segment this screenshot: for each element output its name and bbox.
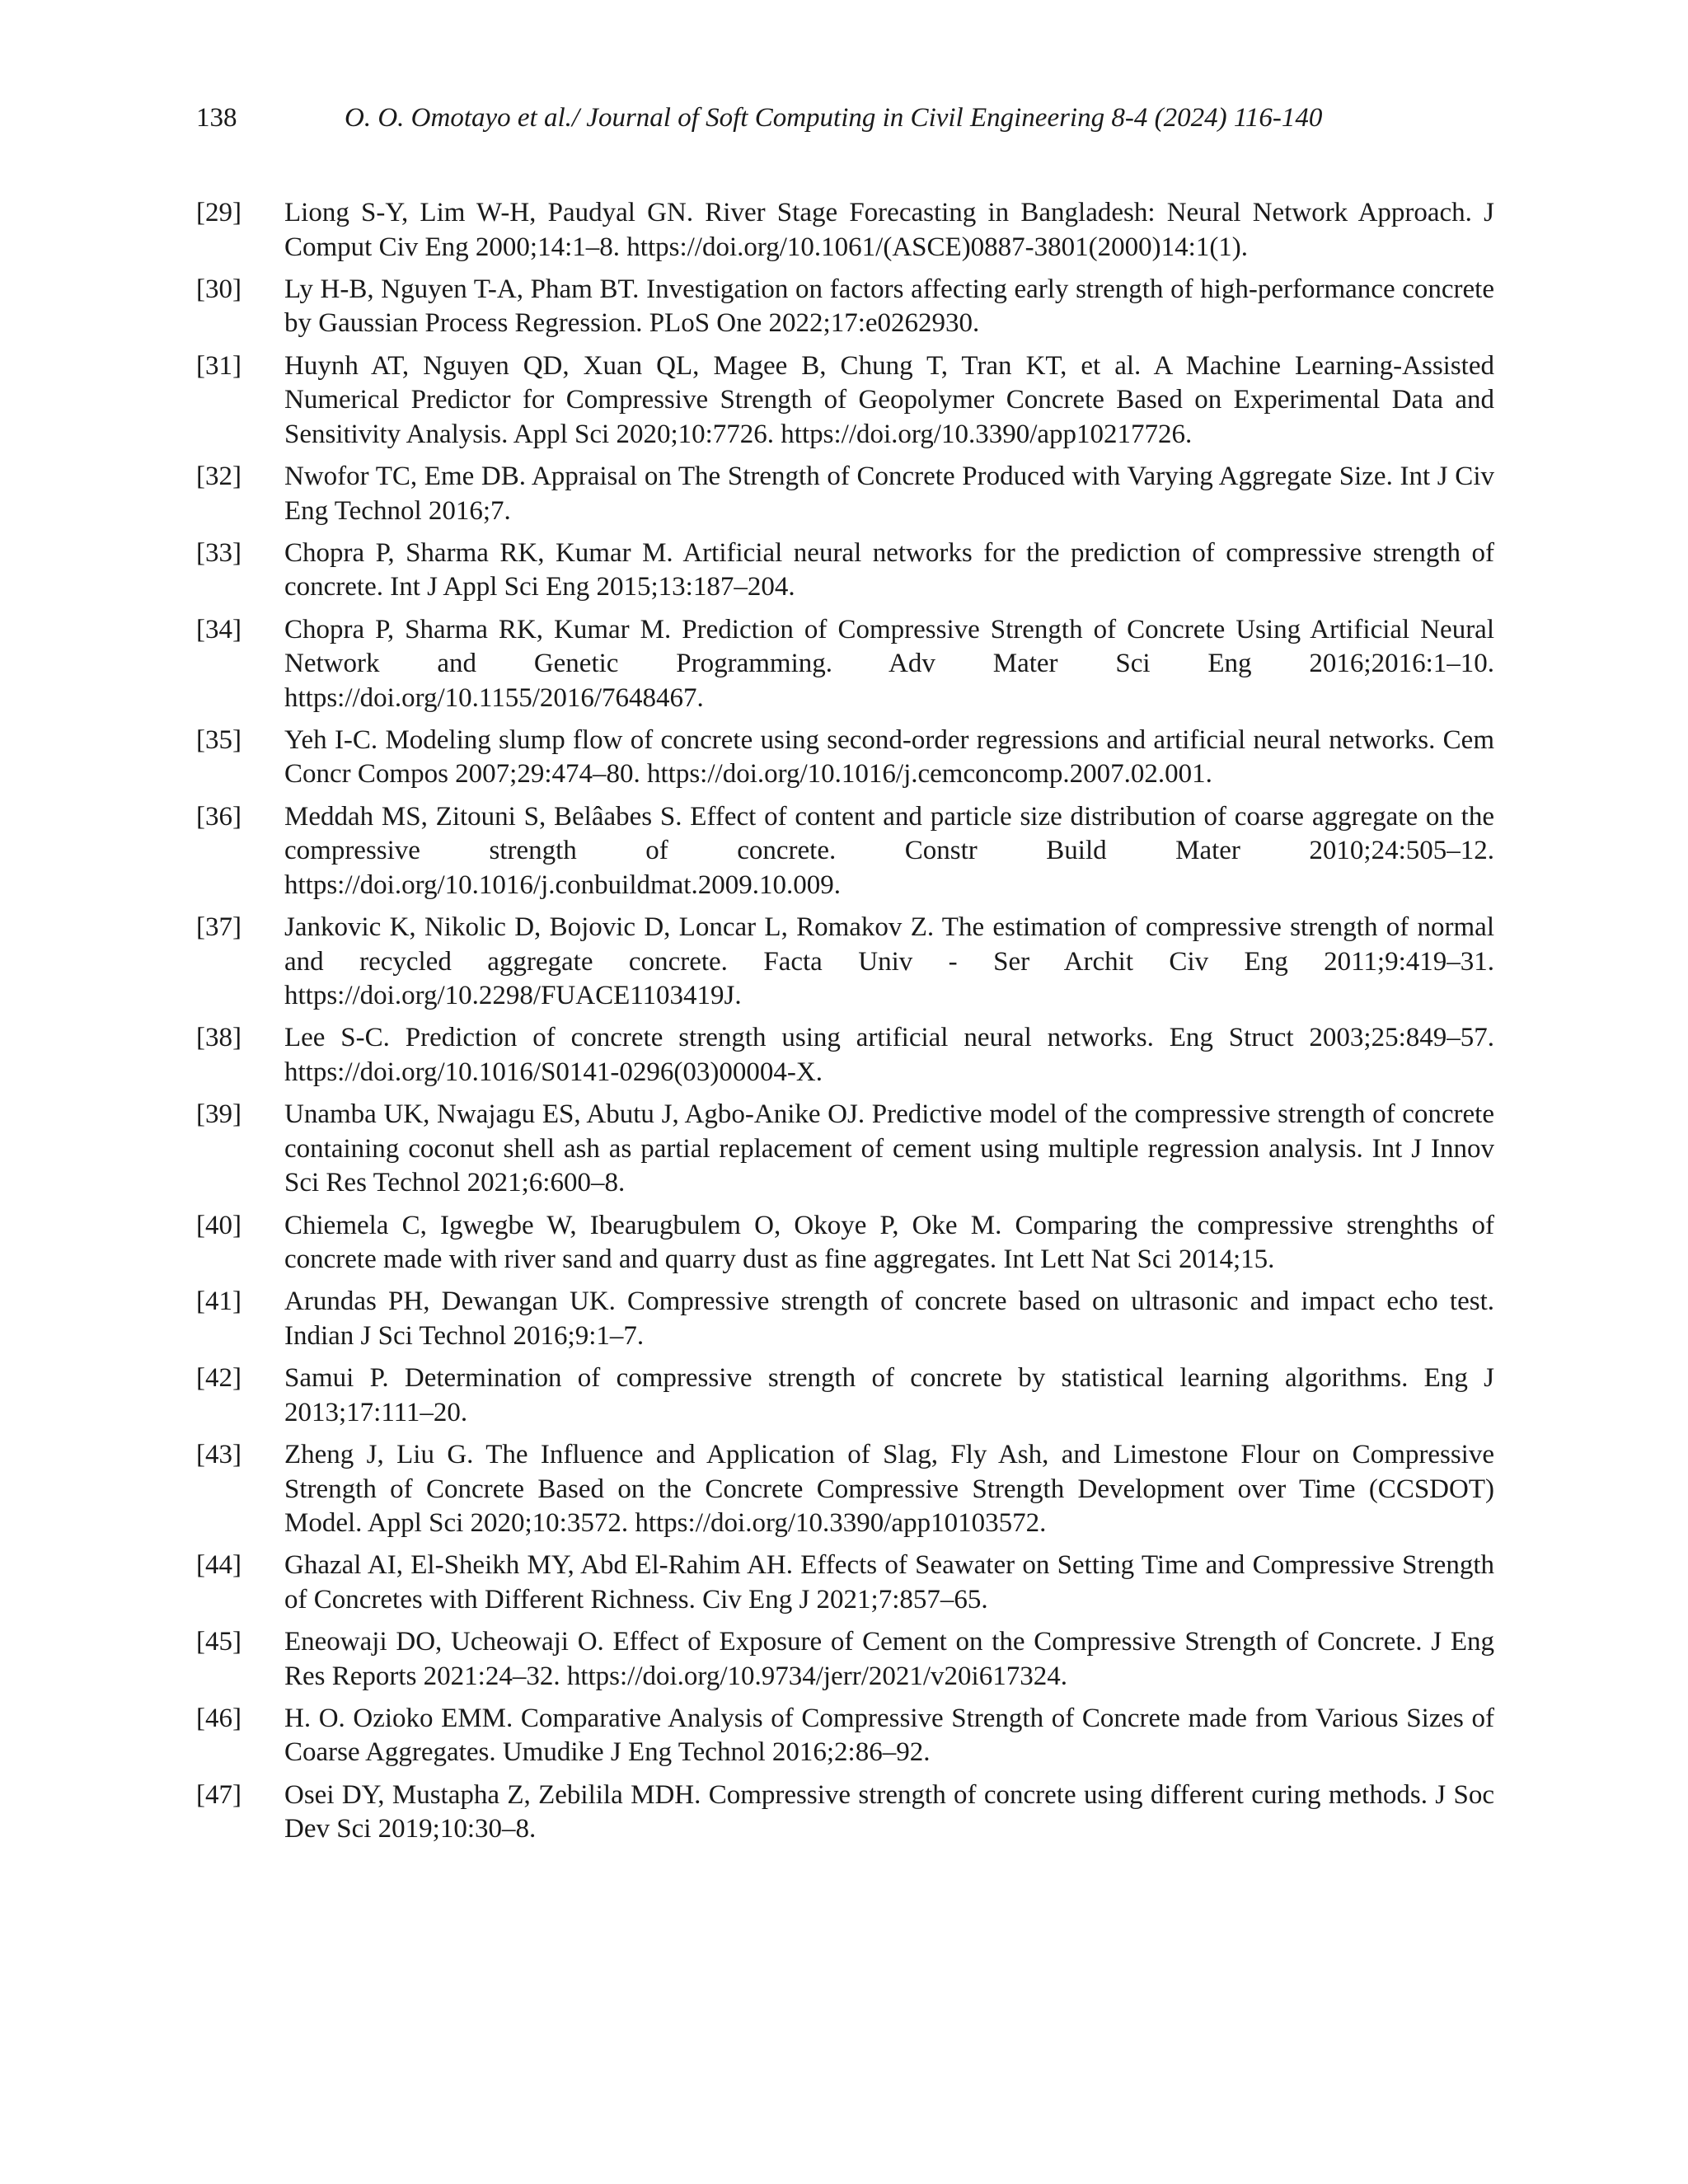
reference-label: [40] (196, 1210, 241, 1240)
reference-text: Nwofor TC, Eme DB. Appraisal on The Strength of Concrete Produced with Varying Aggregate Size. Int J Civ Eng Technol 2016;7. (284, 461, 1494, 526)
reference-item (196, 1209, 1494, 1277)
reference-text: Lee S-C. Prediction of concrete strength using artificial neural networks. Eng Struct 2003;25:849–57. https://doi.org/10.1016/S0141-0296(03)00004-X. (284, 1023, 1494, 1087)
running-head: O. O. Omotayo et al./ Journal of Soft Computing in Civil Engineering 8-4 (2024) 116-140 (345, 103, 1323, 133)
reference-text: Chopra P, Sharma RK, Kumar M. Prediction of Compressive Strength of Concrete Using Artificial Neural Network and Genetic Programming. Adv Mater Sci Eng 2016;2016:1–10. https://doi.org/10.1155/2016/7648467. (284, 614, 1494, 713)
reference-label: [39] (196, 1099, 241, 1130)
reference-text: Osei DY, Mustapha Z, Zebilila MDH. Compressive strength of concrete using different curing methods. J Soc Dev Sci 2019;10:30–8. (284, 1779, 1494, 1844)
reference-item (196, 613, 1494, 716)
reference-item (196, 1438, 1494, 1541)
reference-item (196, 1021, 1494, 1090)
reference-label: [32] (196, 461, 241, 491)
reference-label: [47] (196, 1779, 241, 1810)
reference-item (196, 1702, 1494, 1770)
reference-label: [37] (196, 912, 241, 943)
reference-label: [41] (196, 1286, 241, 1317)
reference-item (196, 724, 1494, 792)
reference-item (196, 349, 1494, 452)
reference-text: Yeh I-C. Modeling slump flow of concrete using second-order regressions and artificial neural networks. Cem Concr Compos 2007;29:474–80. https://doi.org/10.1016/j.cemconcomp.2007.02.001. (284, 724, 1494, 790)
reference-item (196, 1361, 1494, 1430)
reference-label: [29] (196, 198, 241, 227)
reference-item (196, 1779, 1494, 1847)
reference-item (196, 800, 1494, 903)
reference-item (196, 273, 1494, 341)
reference-label: [30] (196, 274, 241, 304)
reference-text: Arundas PH, Dewangan UK. Compressive strength of concrete based on ultrasonic and impact echo test. Indian J Sci Technol 2016;9:1–7. (284, 1286, 1494, 1351)
reference-label: [46] (196, 1703, 241, 1733)
reference-text: Chopra P, Sharma RK, Kumar M. Artificial neural networks for the prediction of compressive strength of concrete. Int J Appl Sci Eng 2015;13:187–204. (284, 537, 1494, 602)
reference-label: [35] (196, 724, 241, 755)
reference-text: Chiemela C, Igwegbe W, Ibearugbulem O, Okoye P, Oke M. Comparing the compressive strenghths of concrete made with river sand and quarry dust as fine aggregates. Int Lett Nat Sci 2014;15. (284, 1210, 1494, 1275)
reference-label: [43] (196, 1439, 241, 1469)
reference-label: [34] (196, 614, 241, 644)
reference-text: Ghazal AI, El-Sheikh MY, Abd El-Rahim AH. Effects of Seawater on Setting Time and Compressive Strength of Concretes with Different Richness. Civ Eng J 2021;7:857–65. (284, 1550, 1494, 1615)
reference-item (196, 460, 1494, 528)
reference-text: H. O. Ozioko EMM. Comparative Analysis of Compressive Strength of Concrete made from Various Sizes of Coarse Aggregates. Umudike J Eng Technol 2016;2:86–92. (284, 1703, 1494, 1768)
page-number: 138 (196, 103, 237, 133)
reference-text: Ly H-B, Nguyen T-A, Pham BT. Investigation on factors affecting early strength of high-performance concrete by Gaussian Process Regression. PLoS One 2022;17:e0262930. (284, 274, 1494, 339)
reference-text: Liong S-Y, Lim W-H, Paudyal GN. River Stage Forecasting in Bangladesh: Neural Network Approach. J Comput Civ Eng 2000;14:1–8. https://doi.org/10.1061/(ASCE)0887-3801(2000)14:1(1). (284, 198, 1494, 262)
reference-list (196, 196, 1494, 1854)
reference-label: [36] (196, 801, 241, 832)
reference-text: Jankovic K, Nikolic D, Bojovic D, Loncar L, Romakov Z. The estimation of compressive strength of normal and recycled aggregate concrete. Facta Univ - Ser Archit Civ Eng 2011;9:419–31. https://doi.org/10.2298/FUACE1103419J. (284, 912, 1494, 1011)
reference-item (196, 196, 1494, 265)
reference-label: [45] (196, 1627, 241, 1657)
reference-text: Samui P. Determination of compressive strength of concrete by statistical learning algorithms. Eng J 2013;17:111–20. (284, 1363, 1494, 1427)
reference-item (196, 1285, 1494, 1353)
reference-item (196, 1625, 1494, 1694)
reference-text: Huynh AT, Nguyen QD, Xuan QL, Magee B, Chung T, Tran KT, et al. A Machine Learning-Assisted Numerical Predictor for Compressive Strength of Geopolymer Concrete Based on Experimental Data and Sensitivity Analysis. Appl Sci 2020;10:7726. https://doi.org/10.3390/app10217726. (284, 350, 1494, 449)
reference-label: [31] (196, 350, 241, 381)
reference-item (196, 537, 1494, 605)
reference-item (196, 1549, 1494, 1617)
reference-text: Eneowaji DO, Ucheowaji O. Effect of Exposure of Cement on the Compressive Strength of Concrete. J Eng Res Reports 2021:24–32. https://doi.org/10.9734/jerr/2021/v20i617324. (284, 1627, 1494, 1691)
reference-item (196, 1098, 1494, 1201)
page-header (196, 97, 1498, 138)
reference-label: [44] (196, 1550, 241, 1581)
reference-text: Meddah MS, Zitouni S, Belâabes S. Effect of content and particle size distribution of coarse aggregate on the compressive strength of concrete. Constr Build Mater 2010;24:505–12. https://doi.org/10.1016/j.conbuildmat.2009.10.009. (284, 801, 1494, 900)
reference-text: Unamba UK, Nwajagu ES, Abutu J, Agbo-Anike OJ. Predictive model of the compressive strength of concrete containing coconut shell ash as partial replacement of cement using multiple regression analysis. Int J Innov Sci Res Technol 2021;6:600–8. (284, 1099, 1494, 1198)
reference-label: [38] (196, 1023, 241, 1053)
reference-label: [42] (196, 1363, 241, 1394)
reference-text: Zheng J, Liu G. The Influence and Application of Slag, Fly Ash, and Limestone Flour on Compressive Strength of Concrete Based on the Concrete Compressive Strength Development over Time (CCSDOT) Model. Appl Sci 2020;10:3572. https://doi.org/10.3390/app10103572. (284, 1439, 1494, 1539)
reference-item (196, 911, 1494, 1014)
reference-label: [33] (196, 537, 241, 568)
